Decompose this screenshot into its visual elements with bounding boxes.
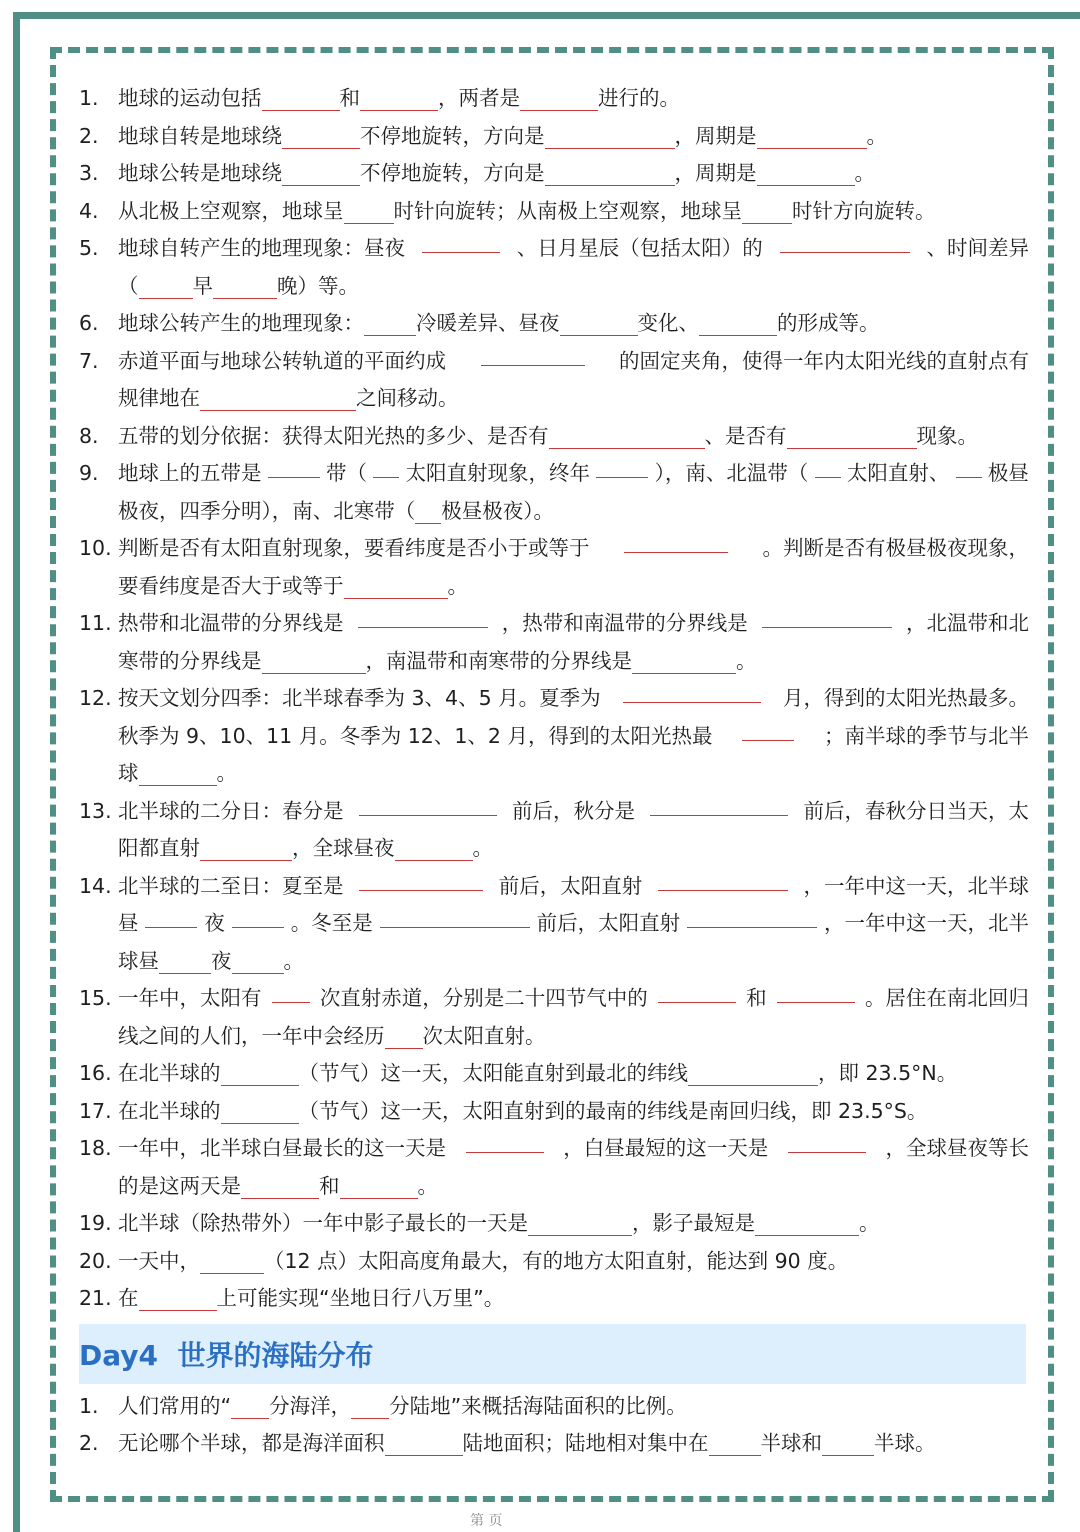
question-text: 时针向旋转；从南极上空观察，地球呈 xyxy=(393,198,742,223)
question-text: （节气）这一天，太阳能直射到最北的纬线 xyxy=(298,1061,688,1085)
question-text: 进行的。 xyxy=(598,86,680,110)
question-text: 在北半球的 xyxy=(118,1098,221,1123)
question-text: 一天中， xyxy=(118,1248,200,1273)
question-text: 人们常用的“ xyxy=(118,1393,232,1418)
question-item xyxy=(79,980,1029,1055)
question-text: 带（ xyxy=(326,461,368,485)
question-text: 。 xyxy=(283,948,304,973)
question-item xyxy=(79,1388,1029,1426)
question-item xyxy=(79,1130,1029,1205)
fill-in-blank[interactable] xyxy=(344,576,448,599)
question-item xyxy=(79,155,1029,193)
question-line xyxy=(79,980,1029,1018)
question-text: （ xyxy=(118,273,139,298)
question-number: 5. xyxy=(79,236,99,260)
question-text: ，北温带和北 xyxy=(906,611,1029,635)
question-text: 半球和 xyxy=(760,1431,822,1455)
question-text: 地球的运动包括 xyxy=(118,86,262,110)
question-text: 极夜，四季分明），南、北寒带（ xyxy=(118,498,416,523)
fill-in-blank[interactable] xyxy=(560,313,638,336)
question-line xyxy=(79,1243,1029,1281)
question-number: 15. xyxy=(79,986,112,1010)
question-item xyxy=(79,193,1029,231)
question-text: 热带和北温带的分界线是 xyxy=(118,611,344,635)
question-text: ），南、北温带（ xyxy=(654,461,809,485)
question-line xyxy=(79,493,1029,531)
question-text: 。判断是否有极昼极夜现象， xyxy=(762,536,1029,560)
section-heading-text: Day4 世界的海陆分布 xyxy=(79,1338,374,1372)
fill-in-blank[interactable] xyxy=(688,1063,818,1086)
question-text: 地球上的五带是 xyxy=(118,461,262,485)
question-item xyxy=(79,80,1029,118)
question-text: 时针方向旋转。 xyxy=(792,198,936,223)
question-text: 无论哪个半球，都是海洋面积 xyxy=(118,1431,385,1455)
question-text: 。 xyxy=(447,573,468,598)
fill-in-blank[interactable] xyxy=(596,455,648,478)
question-line xyxy=(79,868,1029,906)
question-line xyxy=(79,680,1029,718)
fill-in-blank[interactable] xyxy=(385,1433,463,1456)
fill-in-blank[interactable] xyxy=(545,126,675,149)
question-text: ，周期是 xyxy=(674,161,757,185)
question-text: 赤道平面与地球公转轨道的平面约成 xyxy=(118,348,446,373)
fill-in-blank[interactable] xyxy=(221,1063,299,1086)
fill-in-blank[interactable] xyxy=(422,230,500,253)
question-text: 从北极上空观察，地球呈 xyxy=(118,198,344,223)
question-text: 的形成等。 xyxy=(777,311,880,335)
fill-in-blank[interactable] xyxy=(159,951,211,974)
fill-in-blank[interactable] xyxy=(340,1176,418,1199)
question-text: ，一年中这一天，北半 xyxy=(824,911,1029,935)
question-text: 分海洋， xyxy=(269,1393,352,1418)
question-text: 。 xyxy=(736,648,757,673)
question-number: 1. xyxy=(79,1393,99,1418)
question-text: 判断是否有太阳直射现象，要看纬度是否小于或等于 xyxy=(118,536,590,560)
question-number: 7. xyxy=(79,348,99,373)
question-line xyxy=(79,118,1029,156)
fill-in-blank[interactable] xyxy=(742,718,794,741)
question-text: 半球。 xyxy=(874,1431,936,1455)
fill-in-blank[interactable] xyxy=(650,793,788,816)
question-text: 月，得到的太阳光热最多。 xyxy=(782,686,1029,710)
question-item xyxy=(79,305,1029,343)
fill-in-blank[interactable] xyxy=(788,1130,866,1153)
question-line xyxy=(79,1168,1029,1206)
question-item xyxy=(79,530,1029,605)
question-number: 12. xyxy=(79,686,112,710)
question-text: ；南半球的季节与北半 xyxy=(823,723,1029,748)
fill-in-blank[interactable] xyxy=(466,1130,544,1153)
fill-in-blank[interactable] xyxy=(272,980,310,1003)
worksheet-content xyxy=(79,80,1029,1463)
question-item xyxy=(79,118,1029,156)
question-text: 太阳直射现象，终年 xyxy=(405,461,591,485)
fill-in-blank[interactable] xyxy=(755,1213,859,1236)
question-line xyxy=(79,568,1029,606)
question-number: 2. xyxy=(79,1431,99,1455)
fill-in-blank[interactable] xyxy=(787,426,917,449)
question-line xyxy=(79,193,1029,231)
fill-in-blank[interactable] xyxy=(415,501,441,524)
fill-in-blank[interactable] xyxy=(231,1396,269,1419)
question-item xyxy=(79,230,1029,305)
question-text: 前后，秋分是 xyxy=(512,798,635,823)
question-text: 。 xyxy=(854,161,875,185)
question-text: 晚）等。 xyxy=(277,273,359,298)
question-text: 、日月星辰（包括太阳）的 xyxy=(516,236,763,260)
question-number: 18. xyxy=(79,1136,112,1160)
question-text: 。 xyxy=(859,1211,880,1235)
question-line xyxy=(79,268,1029,306)
question-text: 北半球的二分日：春分是 xyxy=(118,798,344,823)
question-item xyxy=(79,1243,1029,1281)
question-text: 地球公转产生的地理现象： xyxy=(118,311,364,335)
question-number: 13. xyxy=(79,798,112,823)
question-text: 、时间差异 xyxy=(926,236,1029,260)
fill-in-blank[interactable] xyxy=(956,455,982,478)
question-text: 规律地在 xyxy=(118,386,200,410)
fill-in-blank[interactable] xyxy=(359,793,497,816)
question-line xyxy=(79,455,1029,493)
question-line xyxy=(79,155,1029,193)
question-number: 17. xyxy=(79,1098,112,1123)
question-text: 。冬至是 xyxy=(290,911,373,935)
question-line xyxy=(79,380,1029,418)
fill-in-blank[interactable] xyxy=(262,651,366,674)
question-text: （节气）这一天，太阳直射到的最南的纬线是南回归线，即 23.5°S。 xyxy=(298,1098,928,1123)
question-text: 一年中，太阳有 xyxy=(118,986,262,1010)
question-text: ，即 23.5°N。 xyxy=(818,1061,958,1085)
question-text: 。 xyxy=(866,123,887,148)
question-text: 北半球（除热带外）一年中影子最长的一天是 xyxy=(118,1211,528,1235)
question-text: 在北半球的 xyxy=(118,1061,221,1085)
fill-in-blank[interactable] xyxy=(757,163,855,186)
fill-in-blank[interactable] xyxy=(360,88,438,111)
question-text: ，白昼最短的这一天是 xyxy=(563,1136,769,1160)
fill-in-blank[interactable] xyxy=(762,605,892,628)
question-line xyxy=(79,718,1029,756)
question-line xyxy=(79,80,1029,118)
question-text: 次直射赤道，分别是二十四节气中的 xyxy=(319,986,648,1010)
fill-in-blank[interactable] xyxy=(358,605,488,628)
fill-in-blank[interactable] xyxy=(139,276,193,299)
question-text: 球 xyxy=(118,761,139,785)
question-text: ，热带和南温带的分界线是 xyxy=(501,611,748,635)
question-text: ，南温带和南寒带的分界线是 xyxy=(365,648,632,673)
question-line xyxy=(79,1205,1029,1243)
question-text: 不停地旋转，方向是 xyxy=(360,161,545,185)
question-text: 一年中，北半球白昼最长的这一天是 xyxy=(118,1136,446,1160)
question-list xyxy=(79,80,1029,1318)
fill-in-blank[interactable] xyxy=(545,163,675,186)
question-text: 夜 xyxy=(211,948,232,973)
question-item xyxy=(79,1093,1029,1131)
question-line xyxy=(79,943,1029,981)
fill-in-blank[interactable] xyxy=(687,905,817,928)
question-line xyxy=(79,1018,1029,1056)
question-text: 早 xyxy=(192,273,213,298)
fill-in-blank[interactable] xyxy=(709,1433,761,1456)
question-text: 和 xyxy=(339,86,360,110)
fill-in-blank[interactable] xyxy=(373,455,399,478)
question-number: 10. xyxy=(79,536,112,560)
question-number: 1. xyxy=(79,86,99,110)
fill-in-blank[interactable] xyxy=(200,838,292,861)
page-footer: 第 页 xyxy=(470,1513,503,1529)
question-text: 地球自转产生的地理现象：昼夜 xyxy=(118,236,405,260)
fill-in-blank[interactable] xyxy=(359,868,483,891)
fill-in-blank[interactable] xyxy=(549,426,705,449)
fill-in-blank[interactable] xyxy=(658,980,736,1003)
fill-in-blank[interactable] xyxy=(658,868,788,891)
fill-in-blank[interactable] xyxy=(282,126,360,149)
question-text: 阳都直射 xyxy=(118,836,200,860)
question-text: 地球公转是地球绕 xyxy=(118,161,282,185)
question-text: 次太阳直射。 xyxy=(422,1023,546,1048)
question-line xyxy=(79,1388,1029,1426)
fill-in-blank[interactable] xyxy=(268,455,320,478)
fill-in-blank[interactable] xyxy=(232,905,284,928)
question-number: 6. xyxy=(79,311,99,335)
question-line xyxy=(79,1280,1029,1318)
fill-in-blank[interactable] xyxy=(364,313,416,336)
fill-in-blank[interactable] xyxy=(282,163,360,186)
question-number: 16. xyxy=(79,1061,112,1085)
question-text: 极昼 xyxy=(987,461,1029,485)
question-text: 前后，太阳直射 xyxy=(498,873,643,898)
question-line xyxy=(79,793,1029,831)
question-text: 。 xyxy=(216,761,237,785)
question-number: 14. xyxy=(79,873,112,898)
question-text: 分陆地”来概括海陆面积的比例。 xyxy=(389,1393,687,1418)
question-text: 夜 xyxy=(204,911,225,935)
question-line xyxy=(79,1055,1029,1093)
question-text: 变化、 xyxy=(637,311,699,335)
fill-in-blank[interactable] xyxy=(757,126,867,149)
question-item xyxy=(79,605,1029,680)
question-number: 2. xyxy=(79,123,99,148)
question-text: 昼 xyxy=(118,911,139,935)
question-line xyxy=(79,605,1029,643)
fill-in-blank[interactable] xyxy=(344,201,394,224)
question-text: ，周期是 xyxy=(674,123,757,148)
question-text: 前后，太阳直射 xyxy=(536,911,681,935)
question-item xyxy=(79,418,1029,456)
question-number: 20. xyxy=(79,1248,112,1273)
question-line xyxy=(79,1425,1029,1463)
fill-in-blank[interactable] xyxy=(742,201,792,224)
question-text: ，全球昼夜等长 xyxy=(885,1136,1029,1160)
question-text: 秋季为 9、10、11 月。冬季为 12、1、2 月，得到的太阳光热最 xyxy=(118,723,713,748)
question-number: 21. xyxy=(79,1286,112,1310)
question-text: 陆地面积；陆地相对集中在 xyxy=(462,1431,709,1455)
question-line xyxy=(79,343,1029,381)
question-text: （12 点）太阳高度角最大，有的地方太阳直射，能达到 90 度。 xyxy=(264,1248,849,1273)
question-text: 的固定夹角，使得一年内太阳光线的直射点有 xyxy=(619,348,1029,373)
fill-in-blank[interactable] xyxy=(481,343,585,366)
fill-in-blank[interactable] xyxy=(815,455,841,478)
fill-in-blank[interactable] xyxy=(624,530,728,553)
fill-in-blank[interactable] xyxy=(385,1026,423,1049)
question-text: ，影子最短是 xyxy=(632,1211,755,1235)
fill-in-blank[interactable] xyxy=(632,651,736,674)
question-text: 太阳直射、 xyxy=(846,461,950,485)
question-text: 寒带的分界线是 xyxy=(118,648,262,673)
question-text: 线之间的人们，一年中会经历 xyxy=(118,1023,385,1048)
question-number: 19. xyxy=(79,1211,112,1235)
question-item xyxy=(79,1280,1029,1318)
question-line xyxy=(79,418,1029,456)
question-line xyxy=(79,230,1029,268)
question-line xyxy=(79,905,1029,943)
fill-in-blank[interactable] xyxy=(232,951,284,974)
question-text: 按天文划分四季：北半球春季为 3、4、5 月。夏季为 xyxy=(118,686,601,710)
question-line xyxy=(79,643,1029,681)
question-item xyxy=(79,343,1029,418)
question-text: 球昼 xyxy=(118,948,159,973)
question-text: 现象。 xyxy=(916,423,978,448)
question-text: 极昼极夜）。 xyxy=(441,498,554,523)
question-item xyxy=(79,680,1029,793)
question-text: 。 xyxy=(417,1173,438,1198)
question-text: 地球自转是地球绕 xyxy=(118,123,282,148)
question-line xyxy=(79,830,1029,868)
question-text: 和 xyxy=(746,986,767,1010)
question-number: 11. xyxy=(79,611,112,635)
question-number: 4. xyxy=(79,198,99,223)
fill-in-blank[interactable] xyxy=(351,1396,389,1419)
fill-in-blank[interactable] xyxy=(145,905,197,928)
question-text: 在 xyxy=(118,1286,139,1310)
question-item xyxy=(79,455,1029,530)
fill-in-blank[interactable] xyxy=(380,905,530,928)
question-text: 和 xyxy=(319,1173,340,1198)
question-text: 冷暖差异、昼夜 xyxy=(416,311,560,335)
question-line xyxy=(79,755,1029,793)
question-item xyxy=(79,1055,1029,1093)
fill-in-blank[interactable] xyxy=(139,1288,217,1311)
question-list-2 xyxy=(79,1388,1029,1463)
fill-in-blank[interactable] xyxy=(213,276,277,299)
question-item xyxy=(79,1205,1029,1243)
question-text: 要看纬度是否大于或等于 xyxy=(118,573,344,598)
fill-in-blank[interactable] xyxy=(777,980,855,1003)
question-text: 五带的划分依据：获得太阳光热的多少、是否有 xyxy=(118,423,549,448)
fill-in-blank[interactable] xyxy=(623,680,761,703)
question-number: 9. xyxy=(79,461,99,485)
question-text: ，一年中这一天，北半球 xyxy=(803,873,1029,898)
question-item xyxy=(79,793,1029,868)
question-item xyxy=(79,868,1029,981)
section-heading xyxy=(79,1324,1026,1384)
fill-in-blank[interactable] xyxy=(200,1251,264,1274)
question-text: 前后，春秋分日当天，太 xyxy=(803,798,1029,823)
fill-in-blank[interactable] xyxy=(699,313,777,336)
fill-in-blank[interactable] xyxy=(528,1213,632,1236)
fill-in-blank[interactable] xyxy=(520,88,598,111)
question-line xyxy=(79,305,1029,343)
question-text: 。 xyxy=(472,836,493,860)
question-text: 上可能实现“坐地日行八万里”。 xyxy=(216,1286,505,1310)
question-text: 北半球的二至日：夏至是 xyxy=(118,873,344,898)
question-line xyxy=(79,530,1029,568)
question-item xyxy=(79,1425,1029,1463)
fill-in-blank[interactable] xyxy=(262,88,340,111)
question-text: 的是这两天是 xyxy=(118,1173,241,1198)
question-text: 不停地旋转，方向是 xyxy=(360,123,545,148)
question-line xyxy=(79,1130,1029,1168)
fill-in-blank[interactable] xyxy=(822,1433,874,1456)
question-number: 3. xyxy=(79,161,99,185)
fill-in-blank[interactable] xyxy=(241,1176,319,1199)
question-text: ，全球昼夜 xyxy=(292,836,395,860)
fill-in-blank[interactable] xyxy=(780,230,910,253)
fill-in-blank[interactable] xyxy=(395,838,473,861)
question-line xyxy=(79,1093,1029,1131)
fill-in-blank[interactable] xyxy=(200,388,356,411)
question-text: 之间移动。 xyxy=(356,386,459,410)
fill-in-blank[interactable] xyxy=(139,763,217,786)
question-text: ，两者是 xyxy=(438,86,520,110)
question-number: 8. xyxy=(79,423,99,448)
question-text: 、是否有 xyxy=(704,423,787,448)
question-text: 。居住在南北回归 xyxy=(864,986,1029,1010)
fill-in-blank[interactable] xyxy=(221,1101,299,1124)
